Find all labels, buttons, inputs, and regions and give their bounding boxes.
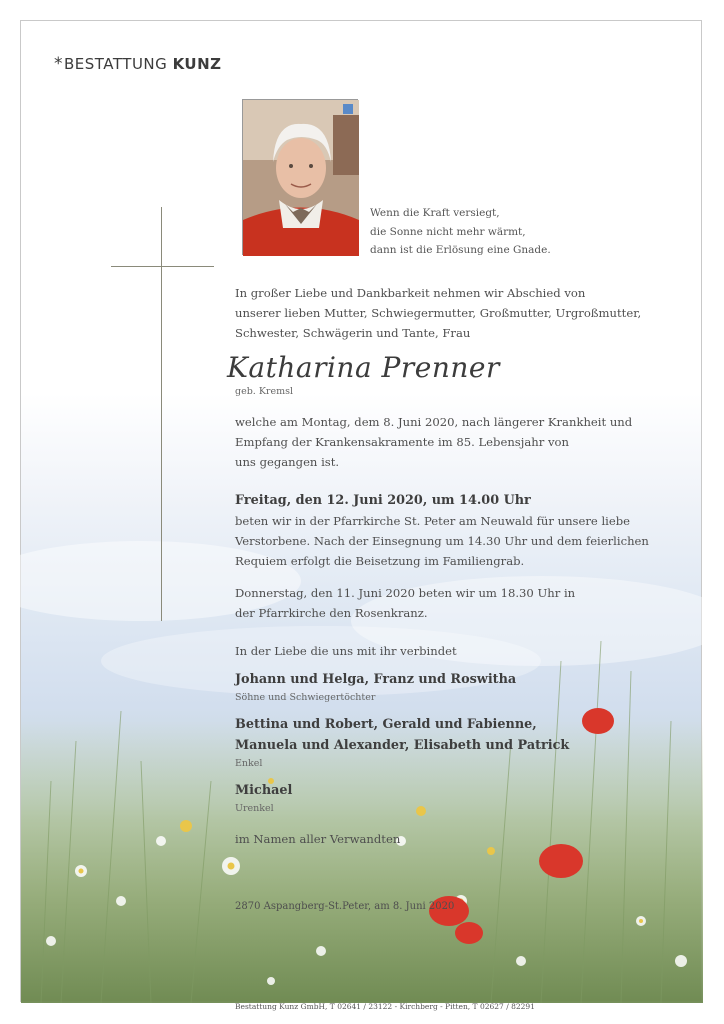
mourner-relation: Söhne und Schwiegertöchter (235, 692, 376, 703)
intro-line: Schwester, Schwägerin und Tante, Frau (235, 326, 471, 340)
mourner-relation: Enkel (235, 758, 263, 769)
rosary-line: Donnerstag, den 11. Juni 2020 beten wir um 18.30 Uhr in (235, 586, 576, 600)
mourner-relation: Urenkel (235, 803, 274, 814)
intro-line: In großer Liebe und Dankbarkeit nehmen wir Abschied von (235, 286, 586, 300)
cross-vertical-bar (161, 207, 162, 621)
death-notice-line: welche am Montag, dem 8. Juni 2020, nach längerer Krankheit und (235, 415, 633, 429)
mourner-names: Johann und Helga, Franz und Roswitha (235, 672, 517, 687)
death-notice-line: Empfang der Krankensakramente im 85. Lebensjahr von (235, 435, 569, 449)
poem-line: die Sonne nicht mehr wärmt, (370, 225, 526, 238)
logo-star-icon: * (54, 54, 63, 74)
poem-line: dann ist die Erlösung eine Gnade. (370, 244, 551, 256)
funeral-home-logo (54, 54, 222, 74)
portrait-image (243, 100, 359, 256)
rosary-line: der Pfarrkirche den Rosenkranz. (235, 606, 428, 620)
mourner-names: Michael (235, 783, 293, 798)
obituary-card (20, 20, 702, 1011)
poem (370, 204, 551, 260)
relatives-line: im Namen aller Verwandten (235, 832, 401, 846)
obituary-content (227, 283, 655, 849)
funeral-text-line: Verstorbene. Nach der Einsegnung um 14.30 Uhr und dem feierlichen (235, 534, 649, 548)
mourner-names: Manuela und Alexander, Elisabeth und Patrick (235, 738, 570, 753)
maiden-name: geb. Kremsl (235, 386, 294, 397)
mourner-names: Bettina und Robert, Gerald und Fabienne, (235, 717, 537, 732)
intro-line: unserer lieben Mutter, Schwiegermutter, Großmutter, Urgroßmutter, (235, 306, 642, 320)
funeral-text-line: beten wir in der Pfarrkirche St. Peter am Neuwald für unsere liebe (235, 514, 631, 528)
funeral-date-line: Freitag, den 12. Juni 2020, um 14.00 Uhr (235, 493, 531, 508)
footer-contact: Bestattung Kunz GmbH, T 02641 / 23122 - Kirchberg - Pitten, T 02627 / 82291 (235, 1002, 535, 1011)
death-notice-line: uns gegangen ist. (235, 455, 340, 469)
logo-text-light: BESTATTUNG (64, 55, 168, 73)
place-and-date: 2870 Aspangberg-St.Peter, am 8. Juni 2020 (235, 901, 455, 912)
deceased-portrait-photo (242, 99, 358, 255)
logo-text-bold: KUNZ (172, 55, 222, 73)
mourners-intro: In der Liebe die uns mit ihr verbindet (235, 644, 457, 658)
funeral-text-line: Requiem erfolgt die Beisetzung im Familiengrab. (235, 554, 525, 568)
poem-line: Wenn die Kraft versiegt, (370, 207, 500, 219)
deceased-name: Katharina Prenner (227, 351, 500, 384)
cross-horizontal-bar (111, 266, 214, 267)
